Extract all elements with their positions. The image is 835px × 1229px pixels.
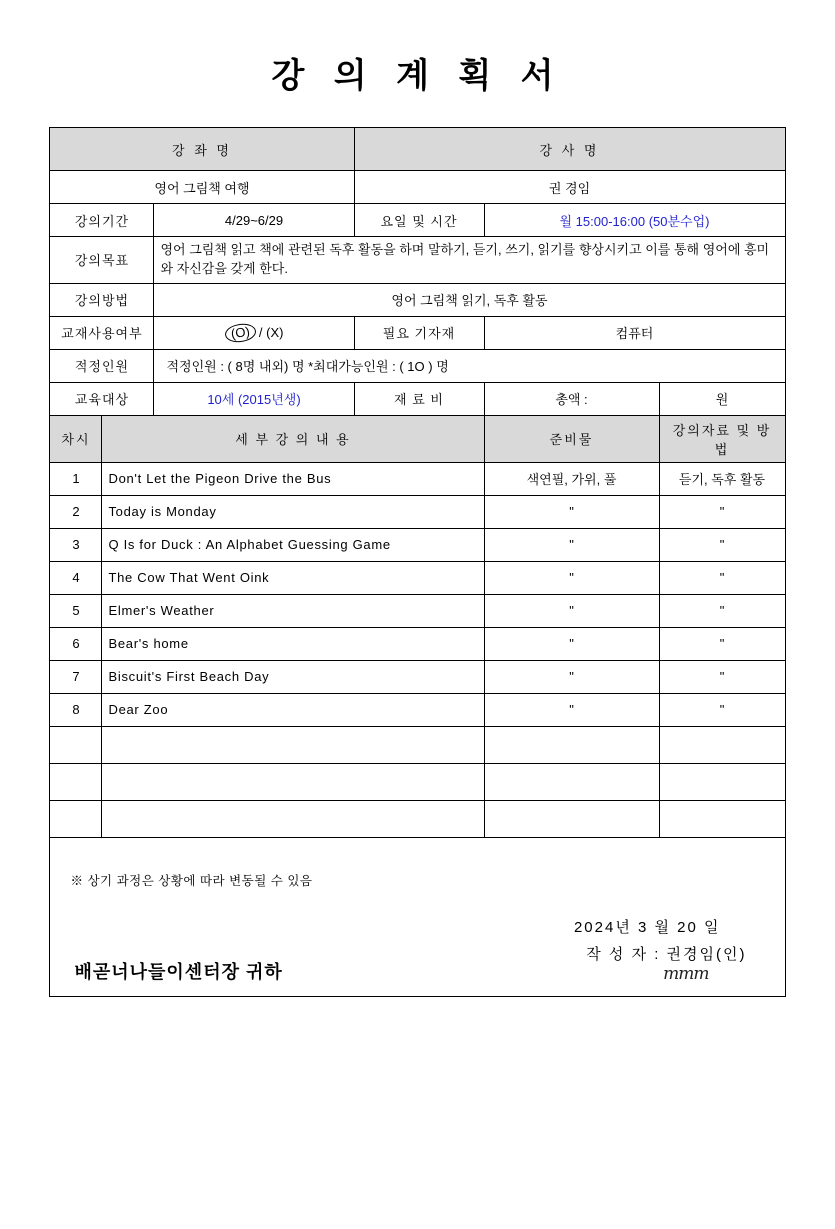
- row-no: 4: [50, 561, 102, 594]
- row-no: 7: [50, 660, 102, 693]
- table-row-method: [50, 283, 785, 316]
- row-content: Don't Let the Pigeon Drive the Bus: [102, 462, 484, 495]
- row-no: [50, 800, 102, 837]
- row-content: Today is Monday: [102, 495, 484, 528]
- row-content: [102, 726, 484, 763]
- table-row: [50, 726, 785, 763]
- textbook-option-x: / (X): [258, 324, 284, 340]
- row-method: ": [659, 660, 785, 693]
- table-row-header: [50, 128, 785, 171]
- row-materials: ": [484, 495, 659, 528]
- textbook-label: 교재사용여부: [50, 316, 154, 349]
- table-row: [50, 627, 785, 660]
- row-no: 8: [50, 693, 102, 726]
- schedule-col-no: 차시: [50, 415, 102, 462]
- row-method: ": [659, 594, 785, 627]
- schedule-col-content: 세 부 강 의 내 용: [102, 415, 484, 462]
- row-content: Biscuit's First Beach Day: [102, 660, 484, 693]
- total-amount-label: 총액 :: [484, 382, 659, 415]
- daytime-label: 요일 및 시간: [354, 204, 484, 237]
- table-row-names: [50, 171, 785, 204]
- won-label: 원: [659, 382, 785, 415]
- row-content: Dear Zoo: [102, 693, 484, 726]
- method-value: 영어 그림책 읽기, 독후 활동: [154, 283, 785, 316]
- row-no: 1: [50, 462, 102, 495]
- row-content: Elmer's Weather: [102, 594, 484, 627]
- course-name-header: 강 좌 명: [50, 128, 354, 171]
- material-fee-label: 재 료 비: [354, 382, 484, 415]
- page-title: 강 의 계 획 서: [271, 57, 564, 95]
- table-row: [50, 800, 785, 837]
- row-method: ": [659, 495, 785, 528]
- instructor-name-header: 강 사 명: [354, 128, 785, 171]
- row-materials: ": [484, 528, 659, 561]
- equipment-label: 필요 기자재: [354, 316, 484, 349]
- row-no: [50, 726, 102, 763]
- equipment-value: 컴퓨터: [484, 316, 785, 349]
- table-row-textbook: [50, 316, 785, 349]
- schedule-header-row: [50, 415, 785, 462]
- table-row: [50, 594, 785, 627]
- row-no: 6: [50, 627, 102, 660]
- row-method: ": [659, 693, 785, 726]
- row-no: 5: [50, 594, 102, 627]
- target-label: 교육대상: [50, 382, 154, 415]
- row-content: [102, 763, 484, 800]
- table-row: [50, 561, 785, 594]
- row-no: 3: [50, 528, 102, 561]
- table-row-target: [50, 382, 785, 415]
- table-row: [50, 495, 785, 528]
- footer-receiver: 배곧너나들이센터장 귀하: [74, 961, 283, 982]
- schedule-col-method: 강의자료 및 방법: [659, 415, 785, 462]
- capacity-value: 적정인원 : ( 8명 내외) 명 *최대가능인원 : ( 1O ) 명: [154, 349, 785, 382]
- goal-value: 영어 그림책 읽고 책에 관련된 독후 활동을 하며 말하기, 듣기, 쓰기, 읽기를 향상시키고 이를 통해 영어에 흥미와 자신감을 갖게 한다.: [154, 237, 785, 284]
- table-row: [50, 660, 785, 693]
- row-materials: [484, 763, 659, 800]
- signature-mark: mmm: [663, 963, 709, 984]
- row-materials: ": [484, 561, 659, 594]
- row-materials: ": [484, 660, 659, 693]
- table-row: [50, 462, 785, 495]
- row-method: ": [659, 561, 785, 594]
- row-content: Q Is for Duck : An Alphabet Guessing Game: [102, 528, 484, 561]
- table-row-goal: [50, 237, 785, 284]
- table-row: [50, 763, 785, 800]
- row-materials: [484, 800, 659, 837]
- document-page: [0, 48, 835, 1229]
- row-method: [659, 726, 785, 763]
- row-materials: ": [484, 627, 659, 660]
- footer-cell: [50, 837, 785, 996]
- textbook-option-o: (O): [223, 322, 256, 344]
- textbook-value: [154, 316, 354, 349]
- row-no: [50, 763, 102, 800]
- footer-row: [50, 837, 785, 996]
- row-method: [659, 800, 785, 837]
- row-materials: ": [484, 693, 659, 726]
- row-materials: 색연필, 가위, 풀: [484, 462, 659, 495]
- target-value: 10세 (2015년생): [154, 382, 354, 415]
- table-row-capacity: [50, 349, 785, 382]
- row-materials: [484, 726, 659, 763]
- row-method: [659, 763, 785, 800]
- row-content: Bear's home: [102, 627, 484, 660]
- table-row: [50, 693, 785, 726]
- table-row-period: [50, 204, 785, 237]
- course-plan-table: [49, 127, 785, 997]
- row-content: [102, 800, 484, 837]
- row-no: 2: [50, 495, 102, 528]
- period-label: 강의기간: [50, 204, 154, 237]
- row-content: The Cow That Went Oink: [102, 561, 484, 594]
- footer-author: 작 성 자 : 권경임(인): [586, 945, 747, 963]
- daytime-value: 월 15:00-16:00 (50분수업): [484, 204, 785, 237]
- row-method: 듣기, 독후 활동: [659, 462, 785, 495]
- row-materials: ": [484, 594, 659, 627]
- method-label: 강의방법: [50, 283, 154, 316]
- footer-note: ※ 상기 과정은 상황에 따라 변동될 수 있음: [70, 874, 313, 889]
- footer-date: 2024년 3 월 20 일: [573, 919, 721, 937]
- instructor-name-value: 권 경임: [354, 171, 785, 204]
- course-name-value: 영어 그림책 여행: [50, 171, 354, 204]
- period-value: 4/29~6/29: [154, 204, 354, 237]
- table-row: [50, 528, 785, 561]
- row-method: ": [659, 528, 785, 561]
- row-method: ": [659, 627, 785, 660]
- goal-label: 강의목표: [50, 237, 154, 284]
- capacity-label: 적정인원: [50, 349, 154, 382]
- schedule-col-materials: 준비물: [484, 415, 659, 462]
